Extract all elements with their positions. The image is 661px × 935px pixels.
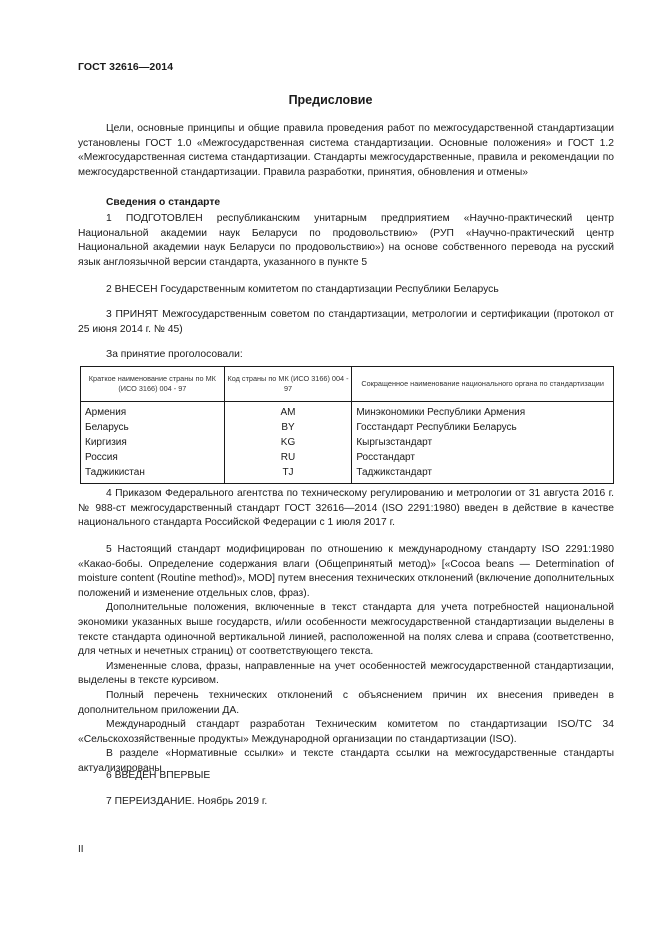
item-1-text: 1 ПОДГОТОВЛЕН республиканским унитарным предприятием «Научно-практический центр Национальной академии наук Беларуси по продовольствию» (РУП «Научно-практический центр Национальной академии наук Беларуси по продовольствию») на основе собственного перевода на русский язык англоязычной версии стандарта, указанного в пункте 5 [78,213,614,268]
vote-label: За принятие проголосовали: [106,349,243,360]
table-row [81,465,614,484]
item-2-paragraph [78,283,614,298]
item-3-text: 3 ПРИНЯТ Межгосударственным советом по стандартизации, метрологии и сертификации (протокол от 25 июня 2014 г. № 45) [78,309,614,335]
item-7-paragraph [78,795,614,810]
item-4-paragraph [78,487,614,531]
intro-text: Цели, основные принципы и общие правила проведения работ по межгосударственной стандартизации установлены ГОСТ 1.0 «Межгосударственная система стандартизации. Основные положения» и ГОСТ 1.2 «Межгосударственная система стандартизации. Стандарты межгосударственные, правила и рекомендации по межгосударственной стандартизации. Правила разработки, принятия, обновления и отмены» [78,123,614,178]
cell-body: Кыргызстандарт [352,435,614,450]
cell-body: Таджикстандарт [352,465,614,484]
table-row [81,420,614,435]
page-number: II [78,844,84,855]
item-5-references: В разделе «Нормативные ссылки» и тексте стандарта ссылки на межгосударственные стандарты актуализированы [78,748,614,774]
item-2-text: 2 ВНЕСЕН Государственным комитетом по стандартизации Республики Беларусь [106,284,499,295]
table-row [81,402,614,421]
item-3-paragraph [78,308,614,337]
table-row [81,450,614,465]
cell-country: Таджикистан [81,465,225,484]
intro-paragraph [78,122,614,180]
cell-code: RU [224,450,352,465]
item-5-developer: Международный стандарт разработан Техническим комитетом по стандартизации ISO/TC 34 «Сельскохозяйственные продукты» Международной организации по стандартизации (ISO). [78,719,614,745]
cell-code: TJ [224,465,352,484]
cell-country: Киргизия [81,435,225,450]
table-header-row [81,367,614,402]
cell-code: BY [224,420,352,435]
item-5-italic-note: Измененные слова, фразы, направленные на учет особенностей межгосударственной стандартизации, выделены в тексте курсивом. [78,660,614,687]
cell-body: Госстандарт Республики Беларусь [352,420,614,435]
item-6-text: 6 ВВЕДЕН ВПЕРВЫЕ [106,770,211,781]
header-code: Код страны по МК (ИСО 3166) 004 - 97 [224,367,352,402]
section-subheading: Сведения о стандарте [106,197,221,208]
page-title: Предисловие [288,93,373,107]
item-6-paragraph [78,769,614,784]
cell-code: AM [224,402,352,421]
header-body: Сокращенное наименование национального органа по стандартизации [352,367,614,402]
document-code: ГОСТ 32616—2014 [78,61,174,73]
voting-table [80,366,614,484]
item-5-section [78,543,614,777]
cell-country: Беларусь [81,420,225,435]
item-5-additional-provisions: Дополнительные положения, включенные в текст стандарта для учета потребностей национальной экономики указанных выше государств, и/или особенности межгосударственной стандартизации выделены в тексте стандарта одиночной вертикальной линией, расположенной на полях слева и справа (соответственно, для четных и нечетных страниц) от соответствующего текста. [78,602,614,658]
item-7-text: 7 ПЕРЕИЗДАНИЕ. Ноябрь 2019 г. [106,796,268,807]
cell-body: Росстандарт [352,450,614,465]
item-5-deviations-list: Полный перечень технических отклонений с объяснением причин их внесения приведен в дополнительном приложении ДА. [78,689,614,716]
cell-country: Россия [81,450,225,465]
item-4-text: 4 Приказом Федерального агентства по техническому регулированию и метрологии от 31 августа 2016 г. № 988-ст межгосударственный стандарт ГОСТ 32616—2014 (ISO 2291:1980) введен в действие в качестве национального стандарта Российской Федерации с 1 июля 2017 г. [78,488,614,529]
item-5-text: 5 Настоящий стандарт модифицирован по отношению к международному стандарту ISO 2291:1980 «Какао-бобы. Определение содержания влаги (Общепринятый метод)» [«Cocoa beans — Determination of moisture content (Routine method)», MOD] путем внесения технических отклонений (включение дополнительных положений и изменение отдельных слов, фраз). [78,544,614,599]
item-1-paragraph [78,212,614,270]
cell-code: KG [224,435,352,450]
header-country: Краткое наименование страны по МК (ИСО 3166) 004 - 97 [81,367,225,402]
table-row [81,435,614,450]
cell-country: Армения [81,402,225,421]
cell-body: Минэкономики Республики Армения [352,402,614,421]
